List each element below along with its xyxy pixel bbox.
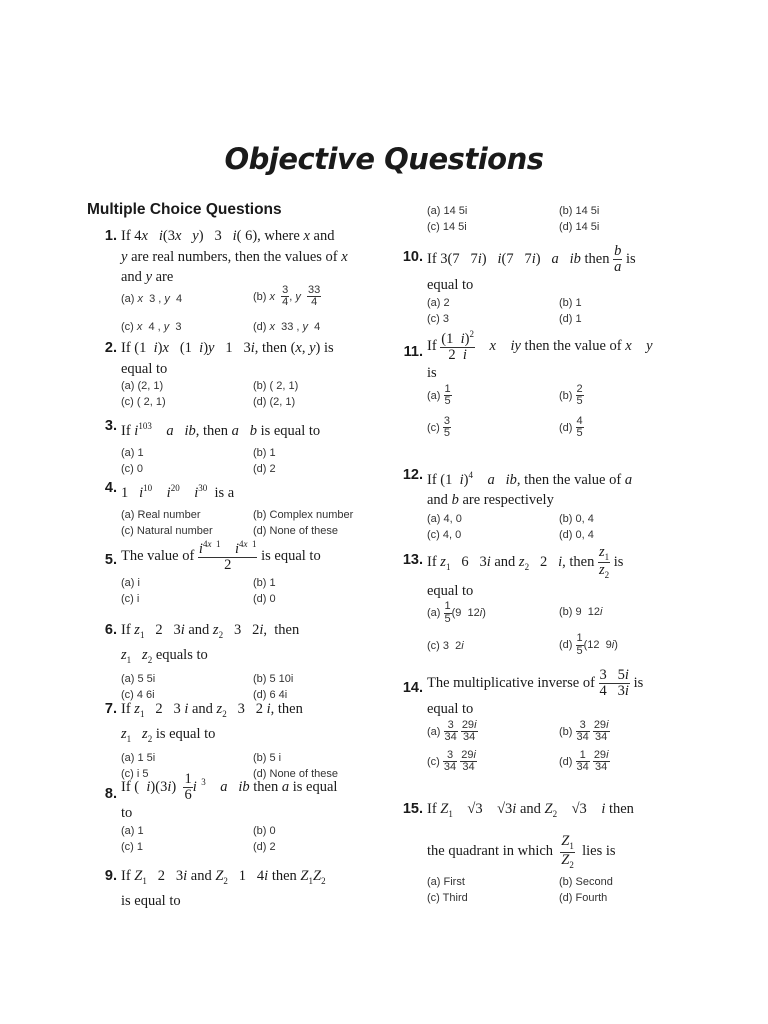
question-text: If (1 i)x (1 i)y 1 3i, then (x, y) is equal to [121, 340, 334, 377]
question-number: 1. [104, 228, 117, 244]
option-d: (d) 1 [559, 312, 582, 325]
option-d: (d) Fourth [559, 892, 608, 905]
option-c: (c) i 5 [121, 767, 149, 780]
option-a: (a) 2 [427, 296, 450, 309]
question-text: 1 $i^{10}$ $i^{20}$ $i^{30}$ is a [121, 483, 235, 501]
option-b: (b) 9 12i [559, 606, 603, 619]
question-number: 6. [104, 622, 117, 638]
question-text: If (1 i)$^4$ a ib, then the value of a and b are respectively [427, 470, 633, 509]
option-c: (c) 14 5i [427, 221, 467, 233]
option-d: (d) x 33 , y 4 [253, 320, 321, 333]
option-a: (a) First [427, 876, 465, 889]
question-text: The value of $\frac{i^{4x 1} i^{4x 1}}{2}$ is equal to [121, 539, 321, 574]
option-d: (d) None of these [253, 525, 338, 538]
question-number: 3. [104, 418, 117, 434]
question-8 [87, 772, 387, 856]
option-b: (b) 1 [253, 577, 276, 590]
option-d: (d) 2 [253, 463, 276, 476]
question-6 [87, 620, 387, 703]
question-number: 13. [402, 552, 423, 568]
option-c: (c) 3 2i [427, 640, 464, 653]
option-d: (d) None of these [253, 767, 338, 780]
section-heading: Multiple Choice Questions [87, 201, 282, 218]
question-number: 8. [104, 786, 117, 802]
option-a: (a) $\frac{3}{34}$ $\frac{29i}{34}$ [427, 718, 477, 744]
question-text: If $\frac{(1 i)^2}{2 i}$ x iy then the value of x y is [427, 329, 653, 382]
question-number: 9. [104, 868, 117, 884]
question-number: 15. [402, 801, 423, 817]
question-text: If $z_1$ 2 3 i and $z_2$ 3 2 i, then $z_1$ $z_2$ is equal to [121, 701, 303, 745]
option-d: (d) 14 5i [559, 221, 600, 233]
question-number: 10. [402, 249, 423, 265]
option-d: (d) 0, 4 [559, 528, 594, 541]
option-b: (b) 14 5i [559, 205, 600, 217]
option-d: (d) $\frac{1}{34}$ $\frac{29i}{34}$ [559, 748, 609, 774]
question-15 [393, 799, 693, 905]
question-2 [87, 338, 387, 411]
option-a: (a) 1 [121, 824, 144, 837]
question-text: The multiplicative inverse of $\frac{3 5i}{4 3i}$ is equal to [427, 667, 644, 718]
question-9 [87, 866, 387, 912]
option-b: (b) Second [559, 876, 613, 889]
option-a: (a) 4, 0 [427, 512, 462, 525]
option-c: (c) $\frac{3}{34}$ $\frac{29i}{34}$ [427, 748, 476, 774]
option-b: (b) 0, 4 [559, 512, 594, 525]
option-b: (b) $\frac{2}{5}$ [559, 382, 583, 408]
option-b: (b) 5 i [253, 751, 282, 764]
question-text: If $Z_1$ 2 3i and $Z_2$ 1 4i then $Z_1Z_2$ is equal to [121, 868, 326, 910]
question-11 [393, 330, 693, 448]
question-number: 5. [104, 552, 117, 568]
option-c: (c) 0 [121, 463, 143, 476]
option-c: (c) 3 [427, 312, 449, 325]
option-a: (a) 1 5i [121, 751, 156, 764]
question-number: 7. [104, 701, 117, 717]
option-d: (d) 6 4i [253, 688, 288, 701]
question-5 [87, 539, 387, 606]
option-c: (c) Natural number [121, 525, 213, 538]
question-9-options [427, 205, 687, 237]
question-number: 4. [104, 480, 117, 496]
question-number: 14. [402, 680, 423, 696]
option-a: (a) 1 [121, 447, 144, 460]
option-d: (d) $\frac{1}{5}$ (12 9i) [559, 632, 618, 657]
option-c: (c) ( 2, 1) [121, 396, 166, 408]
question-10 [393, 244, 693, 328]
option-a: (a) 14 5i [427, 205, 468, 217]
question-12 [393, 465, 693, 543]
question-number: 11. [403, 344, 423, 360]
option-c: (c) $\frac{3}{5}$ [427, 414, 451, 440]
option-b: (b) $\frac{3}{34}$ $\frac{29i}{34}$ [559, 718, 609, 744]
question-1 [87, 226, 387, 344]
question-number: 12. [402, 467, 423, 483]
option-d: (d) $\frac{4}{5}$ [559, 414, 583, 440]
question-13 [393, 545, 693, 667]
option-c: (c) 4, 0 [427, 528, 462, 541]
option-a: (a) Real number [121, 509, 201, 522]
option-b: (b) 1 [253, 447, 276, 460]
question-text: If 3(7 7i) i(7 7i) a ib then $\frac{b}{a}$ is equal to [427, 243, 636, 294]
option-a: (a) $\frac{1}{5}$ [427, 382, 451, 408]
option-d: (d) (2, 1) [253, 396, 296, 408]
question-number: 2. [104, 340, 117, 356]
question-4 [87, 478, 387, 537]
option-c: (c) x 4 , y 3 [121, 320, 182, 333]
option-a: (a) x 3 , y 4 [121, 292, 183, 305]
question-text: If $z_1$ 6 3i and $z_2$ 2 i, then $\frac{z_1}{z_2}$ is equal to [427, 544, 624, 599]
option-c: (c) Third [427, 892, 468, 905]
option-a: (a) i [121, 577, 140, 590]
option-c: (c) 1 [121, 840, 143, 853]
option-b: (b) 0 [253, 824, 276, 837]
option-a: (a) (2, 1) [121, 380, 164, 392]
option-b: (b) ( 2, 1) [253, 380, 299, 392]
question-3 [87, 416, 387, 476]
option-a: (a) $\frac{1}{5}$ (9 12i) [427, 600, 486, 625]
option-a: (a) 5 5i [121, 672, 156, 685]
option-b: (b) Complex number [253, 509, 354, 522]
option-c: (c) i [121, 593, 140, 606]
option-d: (d) 0 [253, 593, 276, 606]
question-text: If ( i)(3i) $\frac{1}{6}$ i $^3$ a ib then a is equal to [121, 771, 338, 822]
question-text: If $Z_1$ √3 √3i and $Z_2$ √3 i then the quadrant in which $\frac{Z_1}{Z_2}$ lies is [427, 801, 634, 870]
question-14 [393, 668, 693, 780]
question-text: If $i^{103}$ a ib, then a b is equal to [121, 421, 321, 439]
question-text: If $z_1$ 2 3i and $z_2$ 3 2i, then $z_1$ $z_2$ equals to [121, 622, 300, 666]
option-b: (b) 5 10i [253, 672, 294, 685]
page-title: Objective Questions [224, 142, 544, 176]
option-b: (b) x $\frac{3}{4}$ , y $\frac{33}{4}$ [253, 283, 321, 309]
question-7 [87, 699, 387, 782]
question-text: If 4x i(3x y) 3 i( 6), where x and y are real numbers, then the values of x and y are [121, 228, 348, 285]
option-c: (c) 4 6i [121, 688, 155, 701]
option-d: (d) 2 [253, 840, 276, 853]
option-b: (b) 1 [559, 296, 582, 309]
